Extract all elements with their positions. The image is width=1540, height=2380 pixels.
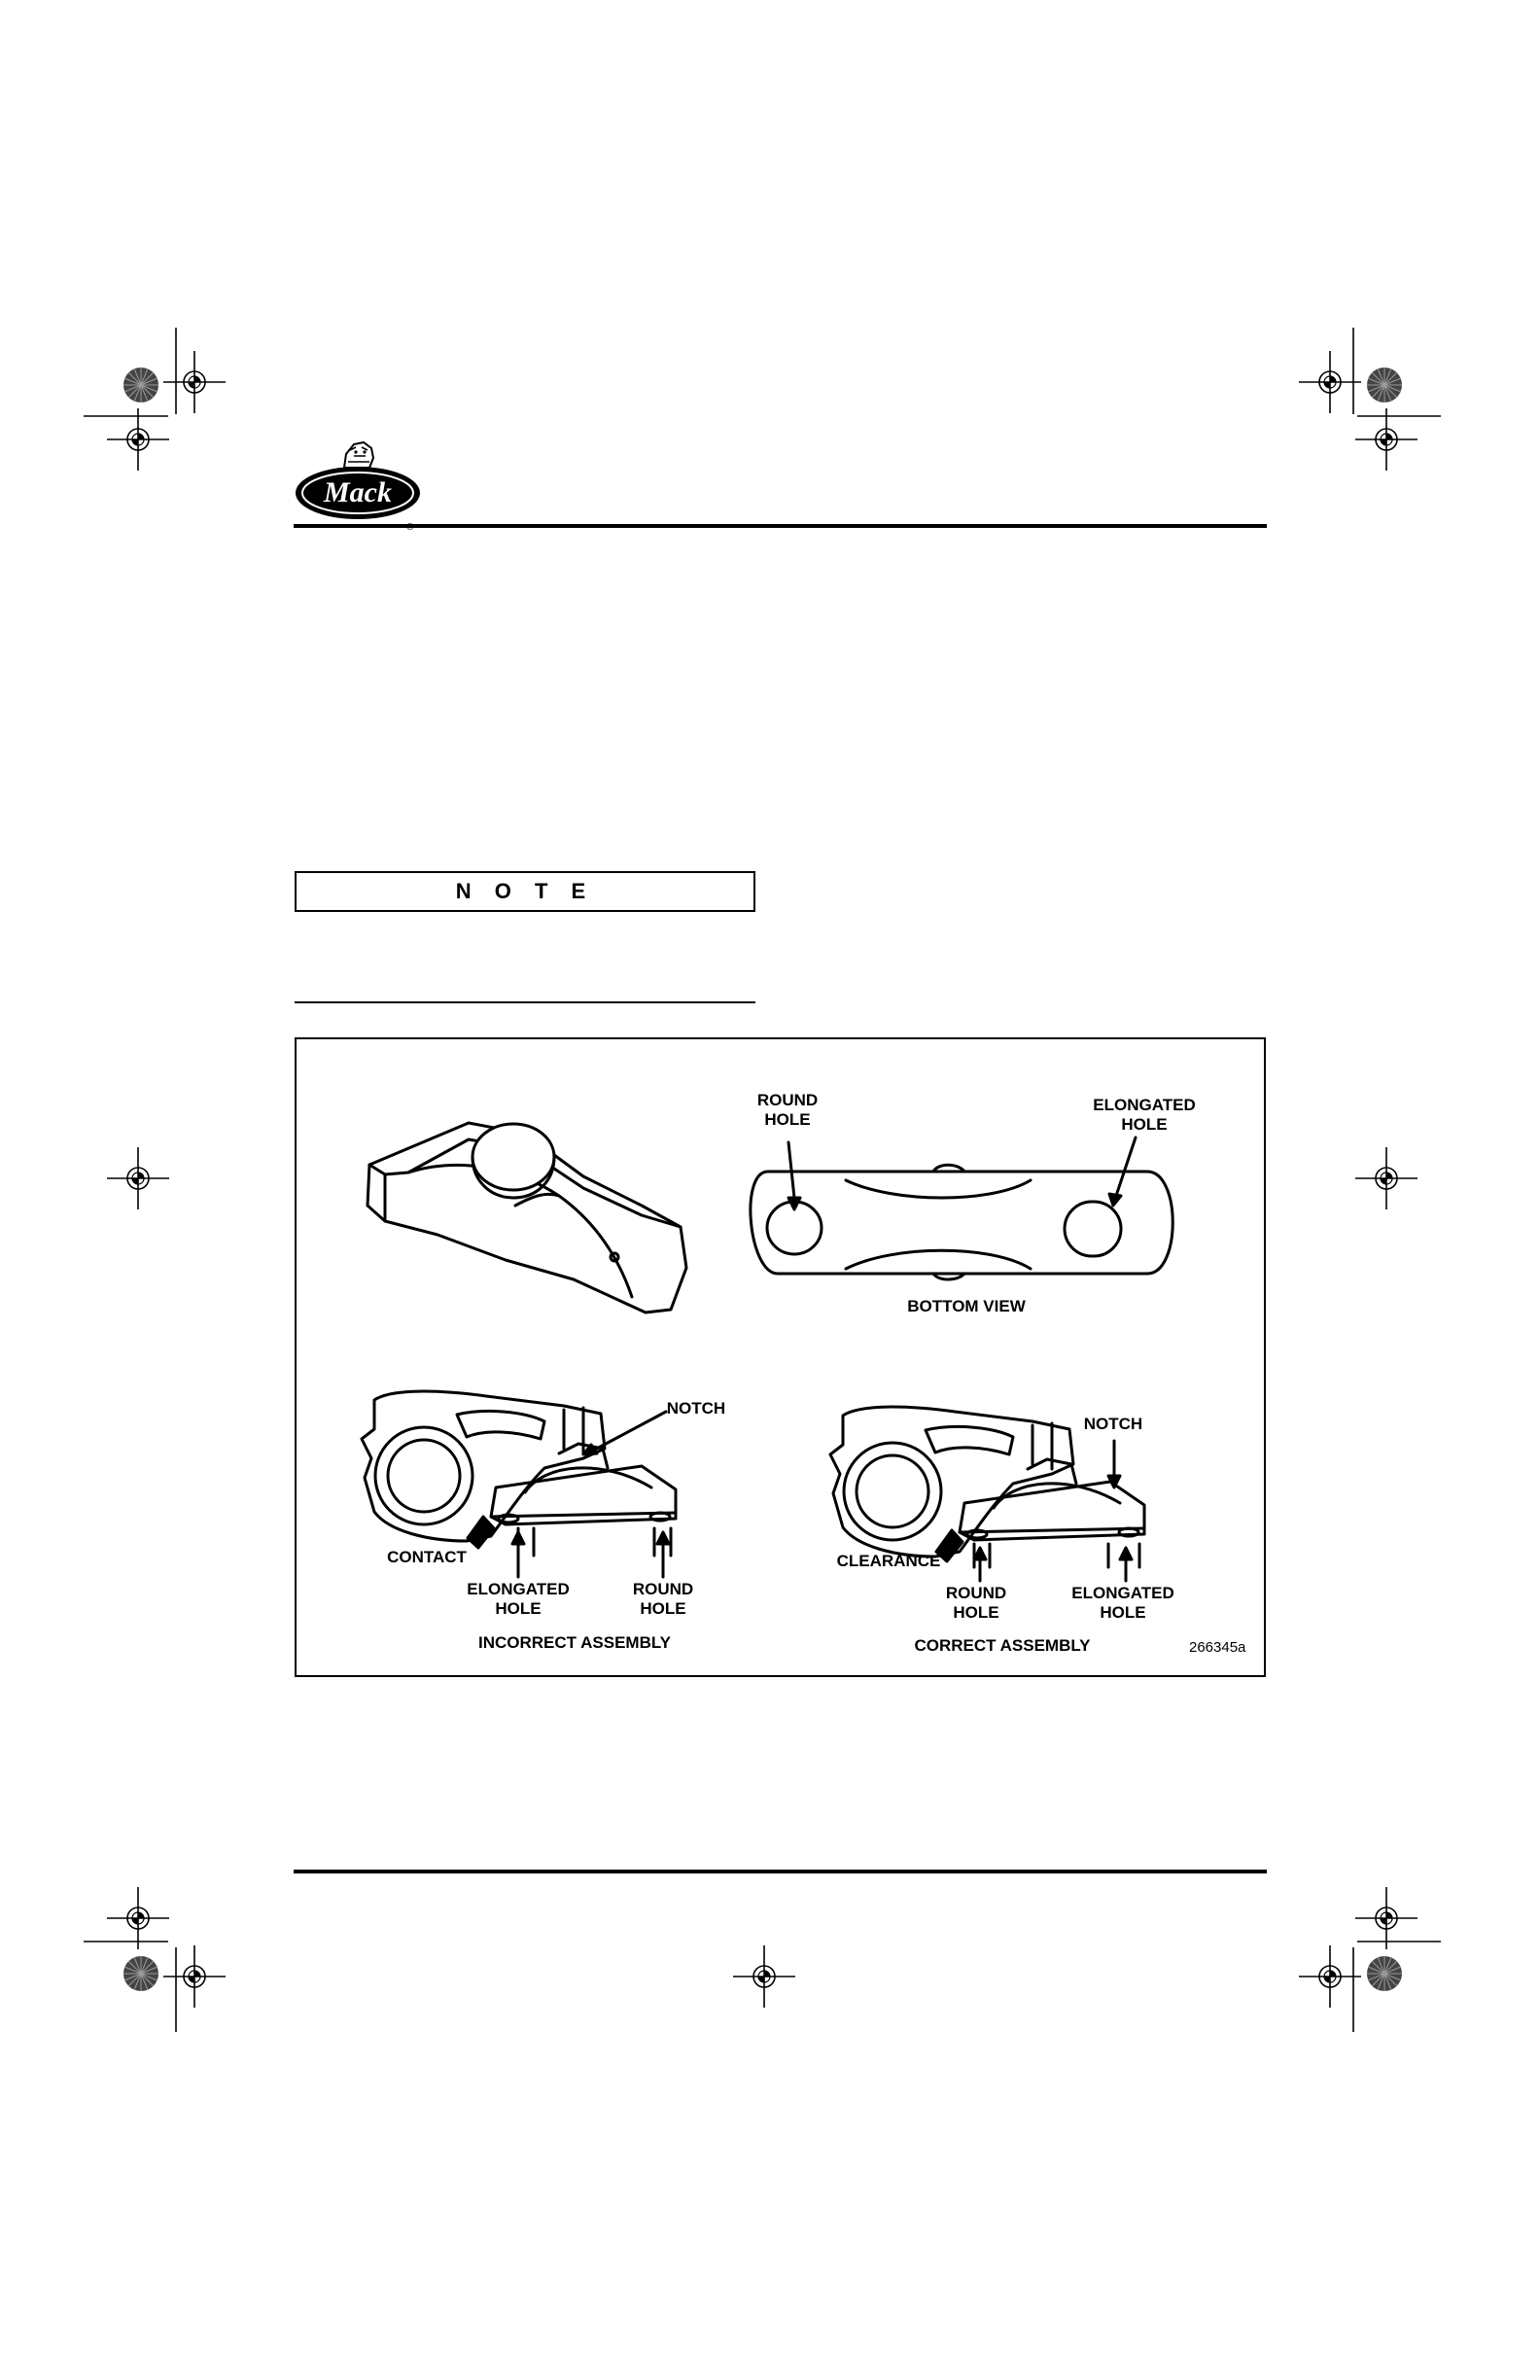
contact-label: CONTACT [387,1548,467,1566]
correct-assembly-label: CORRECT ASSEMBLY [914,1636,1091,1655]
logo-text: Mack [324,476,392,508]
left-round-hole-label: ROUND HOLE [632,1580,694,1618]
figure-number: 266345a [1189,1639,1246,1656]
clearance-label: CLEARANCE [836,1552,941,1570]
right-elongated-hole-label: ELONGATED HOLE [1071,1584,1174,1622]
right-round-hole-label: ROUND HOLE [945,1584,1007,1622]
right-notch-label: NOTCH [1083,1415,1143,1433]
bottom-view-label: BOTTOM VIEW [907,1297,1026,1315]
left-notch-label: NOTCH [666,1399,726,1418]
note-heading: N O T E [295,871,755,912]
top-round-hole-label: ROUND HOLE [756,1091,819,1129]
top-elongated-hole-label: ELONGATED HOLE [1093,1096,1196,1134]
left-elongated-hole-label: ELONGATED HOLE [467,1580,570,1618]
incorrect-assembly-label: INCORRECT ASSEMBLY [477,1633,672,1652]
